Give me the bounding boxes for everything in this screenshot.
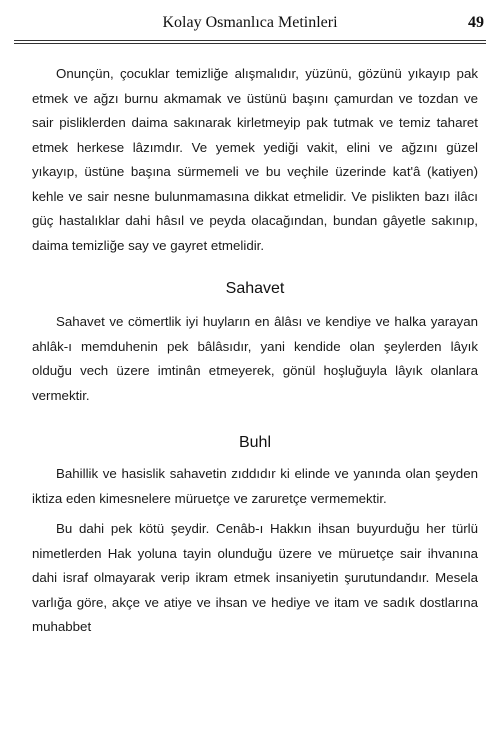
- sahavet-paragraph: Sahavet ve cömertlik iyi huyların en âlâsı ve kendiye ve halka yarayan ahlâk-ı memduhenin pek bâlâsıdır, yani kendide olan şeylerden lâyık olduğu vech üzere imtinân etmeyerek, gönül hoşluğuyla lâyık olanlara vermektir.: [32, 314, 478, 403]
- running-header: [14, 10, 486, 36]
- page-body: [32, 62, 478, 640]
- intro-paragraph: Onunçün, çocuklar temizliğe alışmalıdır, yüzünü, gözünü yıkayıp pak etmek ve ağzı burnu akmamak ve üstünü başını çamurdan ve tozdan ve sair pisliklerden daima sakınarak kirletmeyip pak tutmak ve temiz taharet etmek herkese lâzımdır. Ve yemek yediği vakit, elini ve ağzını güzel yıkayıp, üstüne başına sürmemeli ve bu veçhile üzerinde kat'â (katiyen) kehle ve sair nesne bulunmamasına dikkat etmelidir. Ve pislikten bazı ilâcı güç hastalıklar dahi hâsıl ve peyda olacağından, bundan gâyetle sakınıp, daima temizliğe say ve gayret etmelidir.: [32, 66, 478, 253]
- page-number: 49: [468, 14, 484, 31]
- header-title: Kolay Osmanlıca Metinleri: [162, 14, 338, 31]
- header-rule: [14, 40, 486, 44]
- section-heading-sahavet: Sahavet: [225, 280, 285, 297]
- buhl-paragraph-2: Bu dahi pek kötü şeydir. Cenâb-ı Hakkın ihsan buyurduğu her türlü nimetlerden Hak yoluna tayin olunduğu üzere ve müruetçe sair ihvanına dahi israf olmayarak verip ikram etmek insaniyetin şurutundandır. Mesela varlığa göre, akçe ve atiye ve ihsan ve hediye ve itam ve sadık dostlarına muhabbet: [32, 521, 478, 634]
- buhl-paragraph-1: Bahillik ve hasislik sahavetin zıddıdır ki elinde ve yanında olan şeyden iktiza eden kimesnelere müruetçe ve zaruretçe vermemektir.: [32, 466, 478, 506]
- section-heading-buhl: Buhl: [238, 434, 272, 451]
